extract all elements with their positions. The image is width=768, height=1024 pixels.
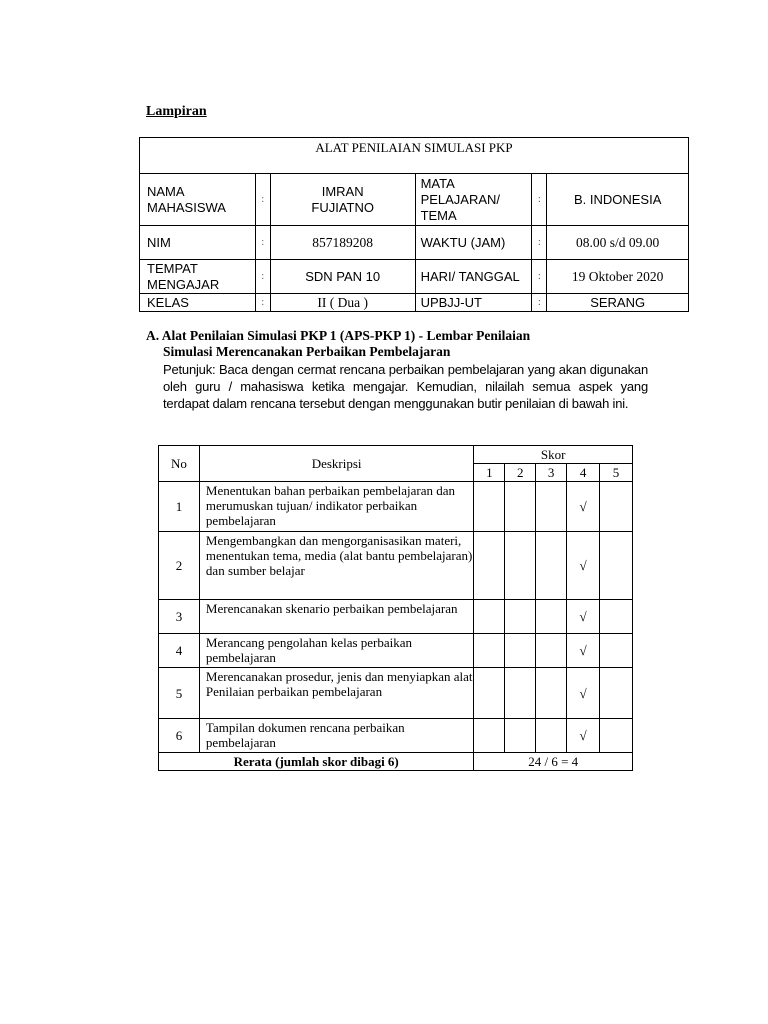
label-tempat: TEMPAT MENGAJAR bbox=[140, 260, 256, 294]
score-cell-5 bbox=[600, 532, 633, 600]
table-row bbox=[159, 532, 633, 600]
scale-3: 3 bbox=[536, 464, 567, 482]
header-skor: Skor bbox=[474, 446, 633, 464]
scale-5: 5 bbox=[600, 464, 633, 482]
row-description: Tampilan dokumen rencana perbaikan pembelajaran bbox=[199, 719, 473, 753]
value-nim: 857189208 bbox=[270, 226, 415, 260]
colon: : bbox=[255, 260, 270, 294]
score-cell-5 bbox=[600, 482, 633, 532]
score-cell-1 bbox=[474, 634, 505, 668]
score-cell-4 bbox=[567, 600, 600, 634]
colon: : bbox=[532, 294, 547, 312]
check-mark-icon: √ bbox=[579, 558, 587, 573]
row-number: 4 bbox=[159, 634, 200, 668]
score-cell-1 bbox=[474, 482, 505, 532]
score-cell-3 bbox=[536, 600, 567, 634]
colon: : bbox=[255, 174, 270, 226]
row-description: Mengembangkan dan mengorganisasikan materi, menentukan tema, media (alat bantu pembelajaran) dan sumber belajar bbox=[199, 532, 473, 600]
score-cell-3 bbox=[536, 634, 567, 668]
table-row bbox=[159, 668, 633, 719]
label-hari: HARI/ TANGGAL bbox=[415, 260, 532, 294]
score-cell-3 bbox=[536, 532, 567, 600]
label-kelas: KELAS bbox=[140, 294, 256, 312]
scale-2: 2 bbox=[505, 464, 536, 482]
label-nama: NAMA MAHASISWA bbox=[140, 174, 256, 226]
value-nama: IMRAN FUJIATNO bbox=[270, 174, 415, 226]
total-label: Rerata (jumlah skor dibagi 6) bbox=[159, 753, 474, 771]
row-number: 5 bbox=[159, 668, 200, 719]
value-tempat: SDN PAN 10 bbox=[270, 260, 415, 294]
colon: : bbox=[532, 260, 547, 294]
row-description: Merencanakan skenario perbaikan pembelajaran bbox=[199, 600, 473, 634]
row-number: 3 bbox=[159, 600, 200, 634]
header-deskripsi: Deskripsi bbox=[199, 446, 473, 482]
colon: : bbox=[532, 174, 547, 226]
row-number: 2 bbox=[159, 532, 200, 600]
total-value: 24 / 6 = 4 bbox=[474, 753, 633, 771]
info-table bbox=[139, 137, 689, 312]
check-mark-icon: √ bbox=[579, 499, 587, 514]
score-cell-1 bbox=[474, 719, 505, 753]
score-cell-4 bbox=[567, 532, 600, 600]
check-mark-icon: √ bbox=[579, 643, 587, 658]
table-row bbox=[159, 482, 633, 532]
score-table bbox=[158, 445, 633, 771]
row-description: Menentukan bahan perbaikan pembelajaran dan merumuskan tujuan/ indikator perbaikan pembelajaran bbox=[199, 482, 473, 532]
label-mapel: MATA PELAJARAN/ TEMA bbox=[415, 174, 532, 226]
score-cell-2 bbox=[505, 668, 536, 719]
score-cell-2 bbox=[505, 634, 536, 668]
header-no: No bbox=[159, 446, 200, 482]
score-cell-1 bbox=[474, 532, 505, 600]
lampiran-heading: Lampiran bbox=[146, 104, 207, 119]
label-upbjj: UPBJJ-UT bbox=[415, 294, 532, 312]
score-cell-1 bbox=[474, 600, 505, 634]
row-description: Merancang pengolahan kelas perbaikan pembelajaran bbox=[199, 634, 473, 668]
section-a-line2: Simulasi Merencanakan Perbaikan Pembelajaran bbox=[163, 344, 451, 359]
score-cell-2 bbox=[505, 719, 536, 753]
value-waktu: 08.00 s/d 09.00 bbox=[547, 226, 689, 260]
section-a-line1: A. Alat Penilaian Simulasi PKP 1 (APS-PKP 1) - Lembar Penilaian bbox=[146, 328, 531, 343]
colon: : bbox=[532, 226, 547, 260]
score-cell-4 bbox=[567, 634, 600, 668]
score-cell-2 bbox=[505, 532, 536, 600]
score-cell-1 bbox=[474, 668, 505, 719]
score-cell-3 bbox=[536, 719, 567, 753]
check-mark-icon: √ bbox=[579, 609, 587, 624]
table-row bbox=[159, 634, 633, 668]
score-cell-3 bbox=[536, 482, 567, 532]
colon: : bbox=[255, 226, 270, 260]
section-a-heading bbox=[146, 328, 530, 360]
row-number: 6 bbox=[159, 719, 200, 753]
score-cell-5 bbox=[600, 719, 633, 753]
score-cell-4 bbox=[567, 482, 600, 532]
score-cell-2 bbox=[505, 482, 536, 532]
value-kelas: II ( Dua ) bbox=[270, 294, 415, 312]
score-cell-5 bbox=[600, 668, 633, 719]
table-row bbox=[159, 600, 633, 634]
petunjuk-paragraph: Petunjuk: Baca dengan cermat rencana perbaikan pembelajaran yang akan digunakan oleh guru / mahasiswa ketika mengajar. Kemudian, nilailah semua aspek yang terdapat dalam rencana tersebut dengan menggunakan butir penilaian di bawah ini. bbox=[163, 362, 648, 411]
score-cell-5 bbox=[600, 634, 633, 668]
value-tanggal: 19 Oktober 2020 bbox=[547, 260, 689, 294]
info-table-title: ALAT PENILAIAN SIMULASI PKP bbox=[140, 138, 689, 174]
label-waktu: WAKTU (JAM) bbox=[415, 226, 532, 260]
value-upbjj: SERANG bbox=[547, 294, 689, 312]
check-mark-icon: √ bbox=[579, 728, 587, 743]
scale-4: 4 bbox=[567, 464, 600, 482]
score-cell-4 bbox=[567, 719, 600, 753]
score-cell-5 bbox=[600, 600, 633, 634]
row-number: 1 bbox=[159, 482, 200, 532]
table-row bbox=[159, 719, 633, 753]
score-cell-2 bbox=[505, 600, 536, 634]
label-nim: NIM bbox=[140, 226, 256, 260]
row-description: Merencanakan prosedur, jenis dan menyiapkan alat Penilaian perbaikan pembelajaran bbox=[199, 668, 473, 719]
check-mark-icon: √ bbox=[579, 685, 587, 701]
value-mapel: B. INDONESIA bbox=[547, 174, 689, 226]
score-cell-4 bbox=[567, 668, 600, 719]
score-cell-3 bbox=[536, 668, 567, 719]
scale-1: 1 bbox=[474, 464, 505, 482]
colon: : bbox=[255, 294, 270, 312]
